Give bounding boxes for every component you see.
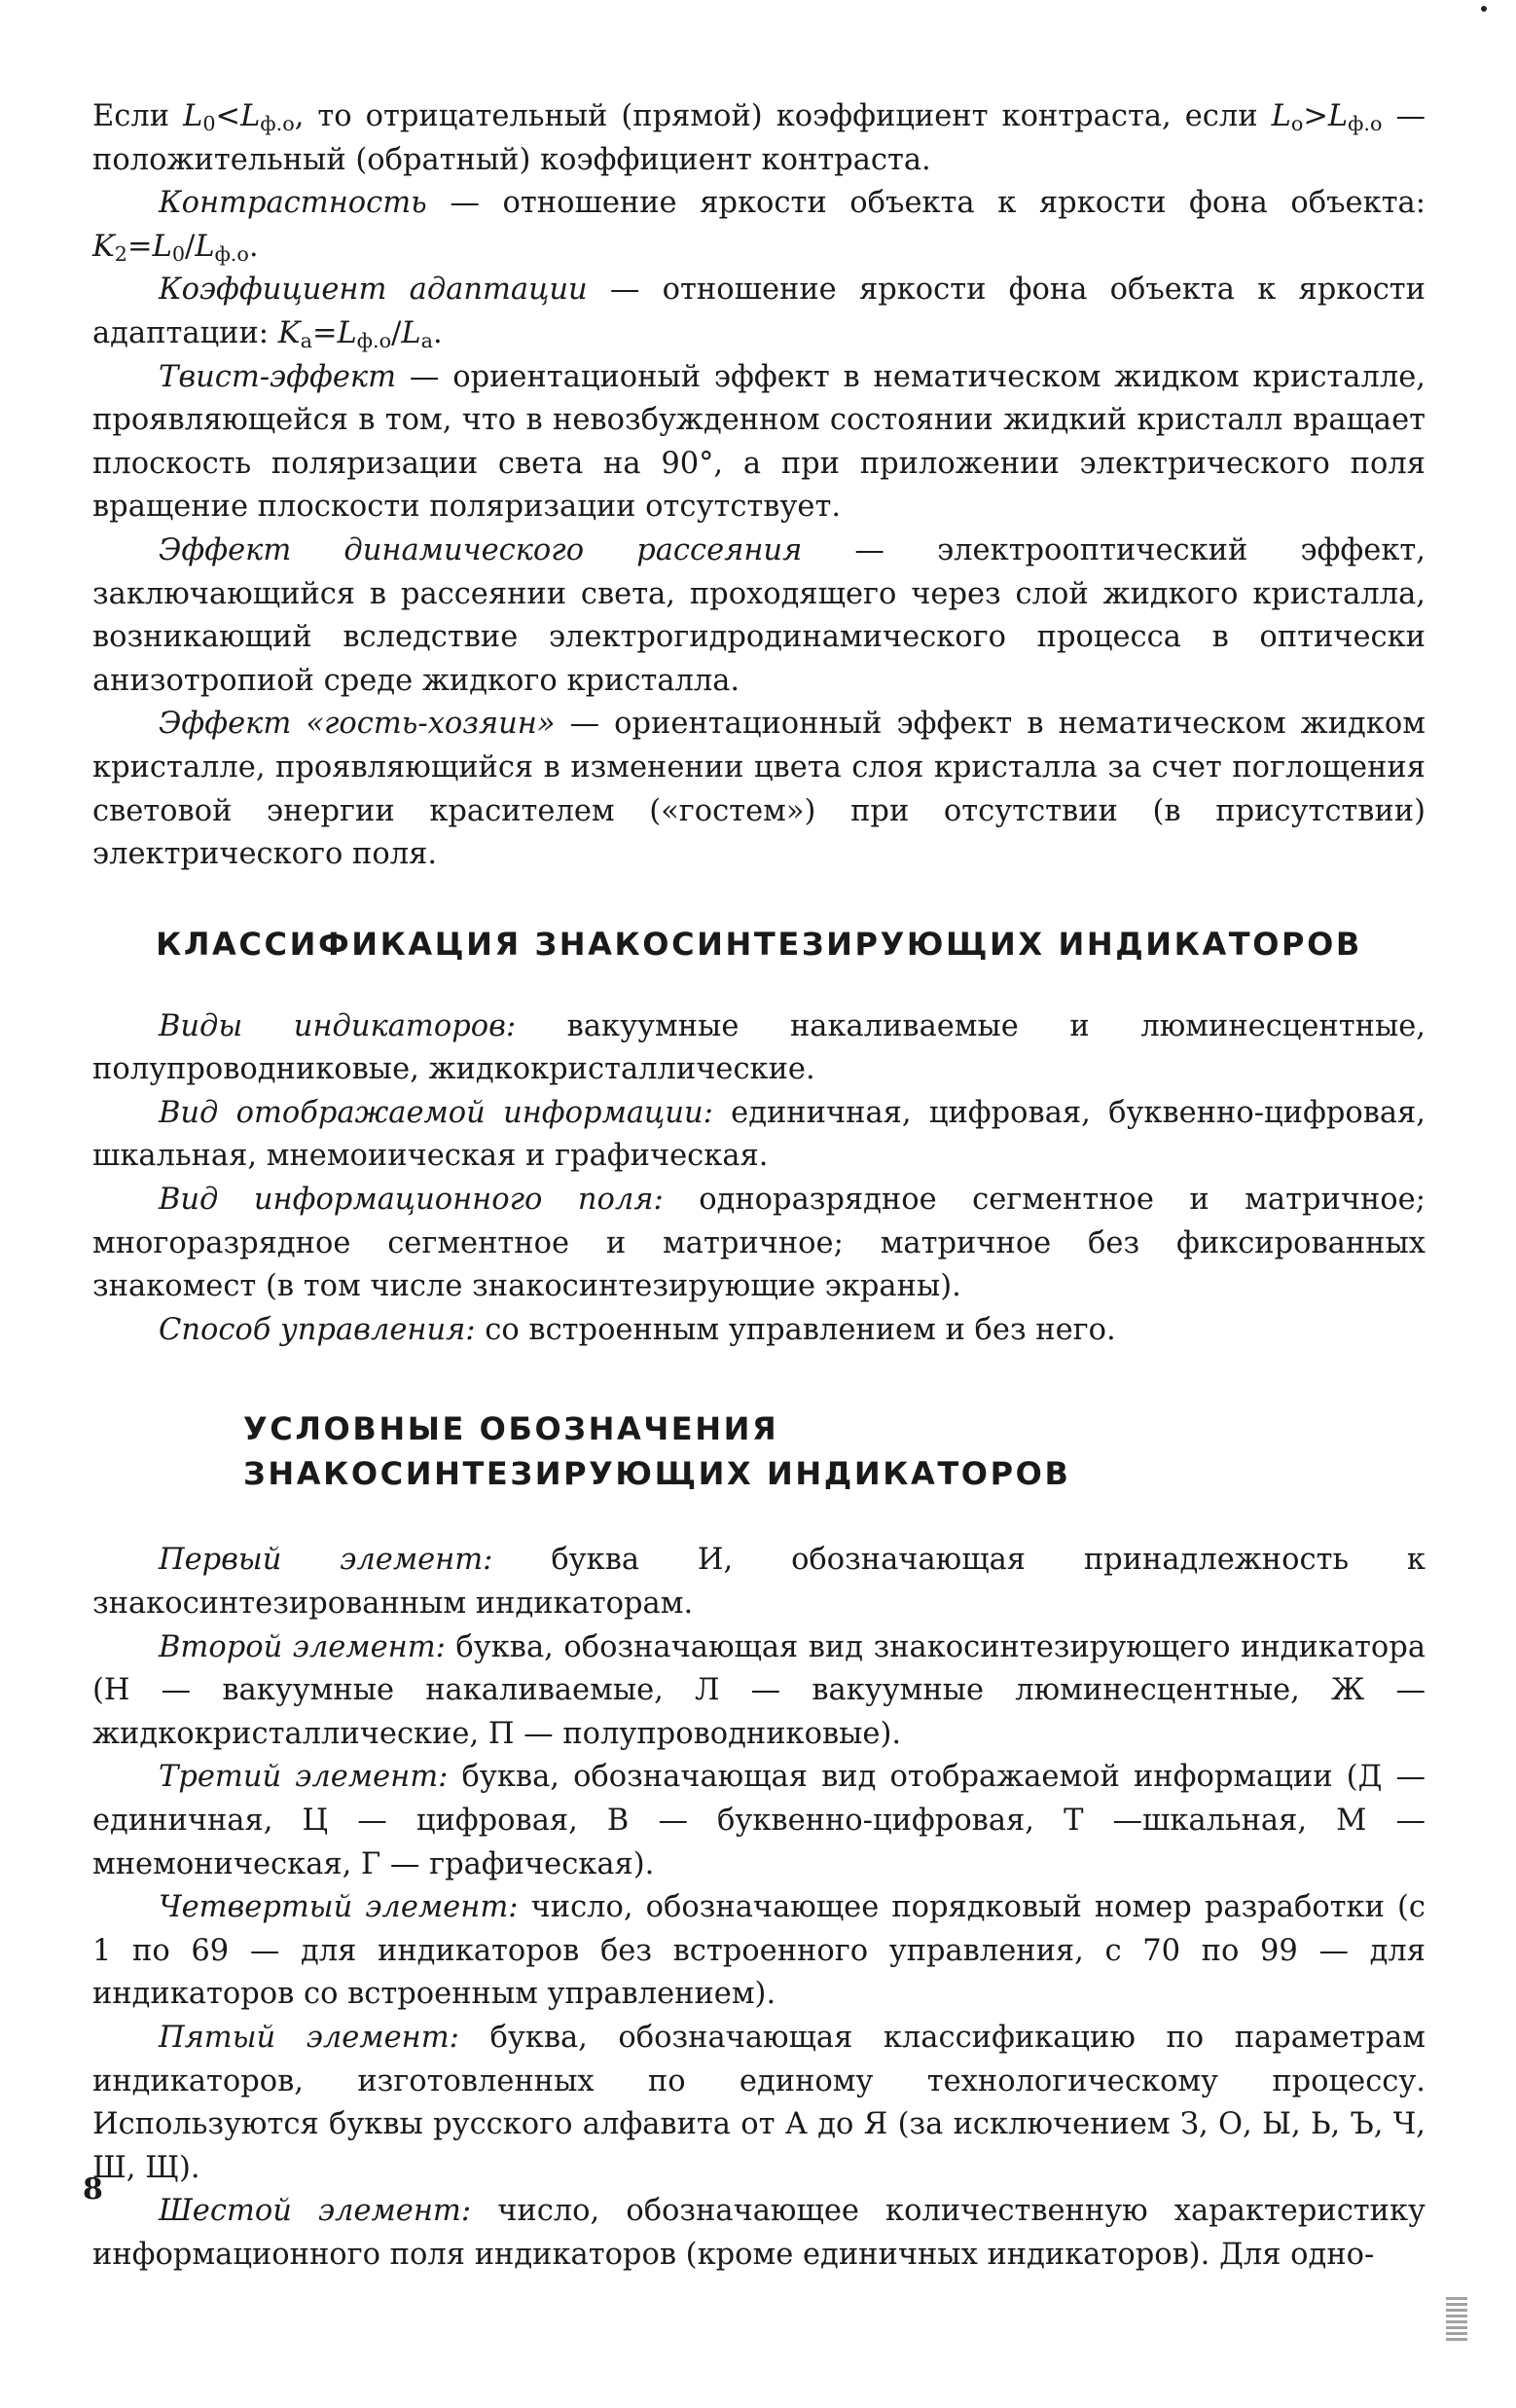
term-contrast: Контрастность (159, 186, 427, 221)
term-twist-effect: Твист-эффект (159, 359, 397, 394)
term-guest-host: Эффект «гость-хозяин» (159, 707, 556, 742)
classification-heading: КЛАССИФИКАЦИЯ ЗНАКОСИНТЕЗИРУЮЩИХ ИНДИКАТОРОВ (156, 925, 1362, 963)
classification-item: Способ управления: со встроенным управлением и без него. (159, 1312, 1116, 1347)
page-number: 8 (83, 2172, 103, 2207)
notation-heading-line1: УСЛОВНЫЕ ОБОЗНАЧЕНИЯ (243, 1410, 779, 1448)
notation-item: Четвертый элемент: число, обозначающее порядковый номер разработки (с 1 по 69 — для индикаторов без встроенного управления, с 70 по 99 — для индикаторов со встроенным управлением). (92, 1890, 1426, 2012)
dynamic-scattering-definition: Эффект динамического рассеяния — электрооптический эффект, заключающийся в рассеянии света, проходящего через слой жидкого кристалла, возникающий вследствие электрогидродинамического процесса в оптически анизотропиой среде жидкого кристалла. (92, 532, 1426, 698)
notation-item: Пятый элемент: буква, обозначающая классификацию по параметрам индикаторов, изготовленных по единому технологическому процессу. Используются буквы русского алфавита от А до Я (за исключением З, О, Ы, Ь, Ъ, Ч, Ш, Щ). (92, 2020, 1426, 2185)
adaptation-definition: Коэффициент адаптации — отношение яркости фона объекта к яркости адаптации: $K_а=L_{ф.о}/L_а$. (92, 273, 1426, 353)
notation-item: Второй элемент: буква, обозначающая вид знакосинтезирующего индикатора (Н — вакуумные накаливаемые, Л — вакуумные люминесцентные, Ж — жидкокристаллические, П — полупроводниковые). (92, 1629, 1426, 1751)
guest-host-definition: Эффект «гость-хозяин» — ориентационный эффект в нематическом жидком кристалле, проявляющийся в изменении цвета слоя кристалла за счет поглощения световой энергии красителем («гостем») при отсутствии (в присутствии) электрического поля. (92, 707, 1426, 872)
term-adaptation: Коэффициент адаптации (159, 273, 588, 308)
classification-item: Вид отображаемой информации: единичная, цифровая, буквенно-цифровая, шкальная, мнемоиическая и графическая. (92, 1095, 1426, 1174)
classification-item: Виды индикаторов: вакуумные накаливаемые и люминесцентные, полупроводниковые, жидкокристаллические. (92, 1008, 1426, 1087)
scan-edge-artifact (1446, 2297, 1467, 2344)
contrast-coefficient-paragraph: Если $L_0<L_{ф.о}$, то отрицательный (прямой) коэффициент контраста, если $L_о>L_{ф.о}$ — положительный (обратный) коэффициент контраста. (92, 99, 1426, 177)
term-dynamic-scattering: Эффект динамического рассеяния (159, 532, 803, 567)
classification-item: Вид информационного поля: одноразрядное сегментное и матричное; многоразрядное сегментное и матричное; матричное без фиксированных знакомест (в том числе знакосинтезирующие экраны). (92, 1183, 1426, 1304)
notation-heading-line2: ЗНАКОСИНТЕЗИРУЮЩИХ ИНДИКАТОРОВ (243, 1455, 1071, 1493)
twist-effect-definition: Твист-эффект — ориентационый эффект в нематическом жидком кристалле, проявляющейся в том, что в невозбужденном состоянии жидкий кристалл вращает плоскость поляризации света на 90°, а при приложении электрического поля вращение плоскости поляризации отсутствует. (92, 359, 1426, 525)
notation-item: Третий элемент: буква, обозначающая вид отображаемой информации (Д — единичная, Ц — цифровая, В — буквенно-цифровая, Т —шкальная, М — мнемоническая, Г — графическая). (92, 1760, 1426, 1881)
notation-item: Первый элемент: буква И, обозначающая принадлежность к знакосинтезированным индикаторам. (92, 1543, 1426, 1622)
notation-item: Шестой элемент: число, обозначающее количественную характеристику информационного поля индикаторов (кроме единичных индикаторов). Для одно- (92, 2194, 1426, 2272)
scan-artifact-dot (1481, 6, 1487, 12)
page-content (92, 95, 1426, 2278)
contrast-definition: Контрастность — отношение яркости объекта к яркости фона объекта: $K_2=L_0/L_{ф.о}$. (92, 186, 1426, 266)
notation-heading (92, 1406, 1426, 1496)
